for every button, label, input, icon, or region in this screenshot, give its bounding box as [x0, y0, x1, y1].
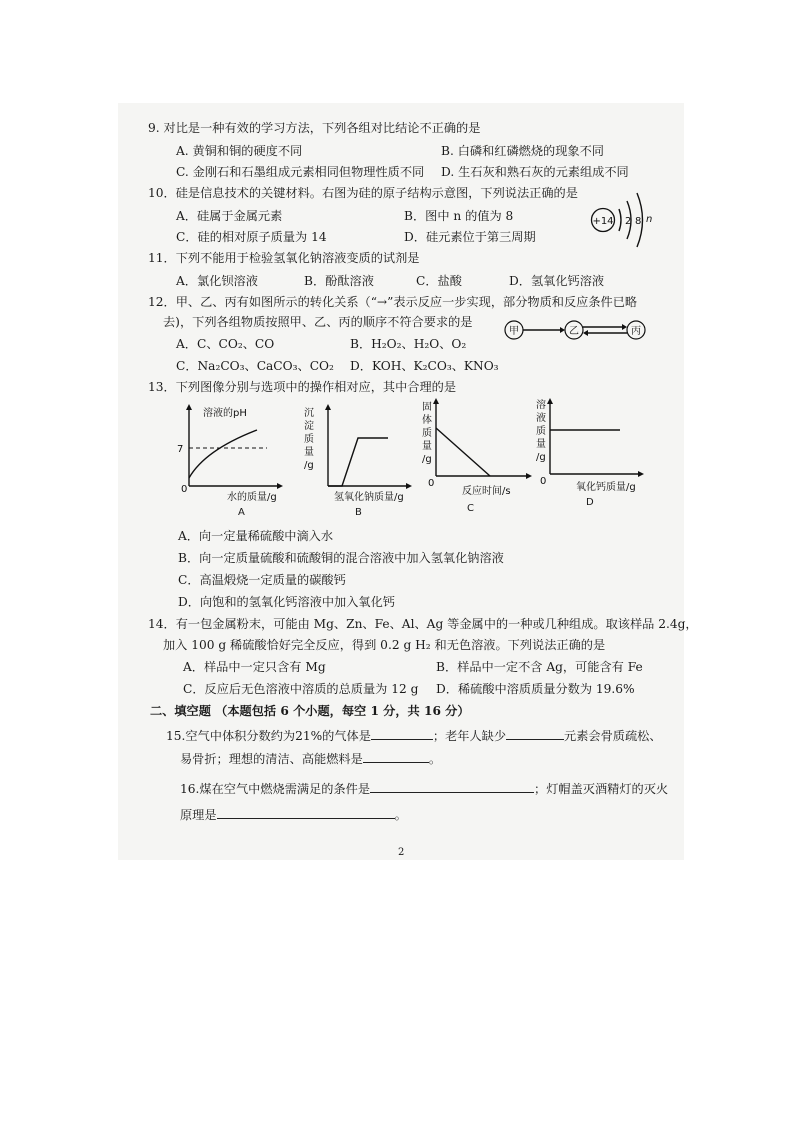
- graph-c-origin: 0: [428, 478, 435, 489]
- graph-d-ylabel-2: 液: [536, 413, 546, 424]
- q13-option-d: D．向饱和的氢氧化钙溶液中加入氧化钙: [178, 595, 395, 609]
- graph-d: [532, 396, 650, 502]
- graph-d-origin: 0: [540, 476, 547, 487]
- q15-line1: [166, 727, 662, 744]
- graph-a-xlabel: 水的质量/g: [227, 492, 277, 503]
- q16-blank-2[interactable]: [217, 806, 395, 819]
- graph-d-ylabel-3: 质: [536, 426, 546, 437]
- q9-option-a: A. 黄铜和铜的硬度不同: [176, 144, 303, 158]
- graph-c-ylabel-4: 量: [422, 441, 432, 452]
- section-2-title: 二、填空题 （本题包括 6 个小题，每空 1 分，共 16 分）: [150, 704, 470, 718]
- graph-b-ylabel-4: 量: [304, 447, 314, 458]
- graph-c-ylabel-1: 固: [422, 402, 432, 413]
- q10-option-c: C．硅的相对原子质量为 14: [176, 230, 327, 244]
- graph-a: [175, 402, 290, 508]
- q15-blank-1[interactable]: [371, 727, 433, 740]
- graph-a-origin: 0: [181, 484, 188, 495]
- q12-option-c: C．Na₂CO₃、CaCO₃、CO₂: [176, 359, 334, 373]
- q16-line2: [180, 806, 407, 823]
- q14-option-a: A．样品中一定只含有 Mg: [183, 660, 326, 674]
- q15-text-3: 元素会骨质疏松、: [564, 729, 662, 743]
- graph-d-ylabel-4: 量: [536, 439, 546, 450]
- graph-c-ylabel-3: 质: [422, 428, 432, 439]
- graph-c-y-arrow: [433, 398, 439, 404]
- graph-b-x-arrow: [406, 483, 412, 489]
- graph-a-x-arrow: [277, 483, 283, 489]
- q9-option-b: B. 白磷和红磷燃烧的现象不同: [441, 144, 604, 158]
- q10-stem: 10．硅是信息技术的关键材料。右图为硅的原子结构示意图，下列说法正确的是: [148, 186, 578, 200]
- arrow-yi-bing-head: [622, 324, 627, 330]
- q13-option-a: A．向一定量稀硫酸中滴入水: [178, 529, 334, 543]
- q11-option-b: B．酚酞溶液: [304, 274, 374, 288]
- q12-option-a: A．C、CO₂、CO: [176, 337, 275, 351]
- graph-b-y-arrow: [325, 404, 331, 410]
- graph-d-y-arrow: [547, 398, 553, 404]
- graph-b-ylabel-1: 沉: [304, 408, 314, 419]
- graph-c-xlabel: 反应时间/s: [462, 486, 511, 497]
- q13-option-c: C．高温煅烧一定质量的碳酸钙: [178, 573, 346, 587]
- q12-option-d: D．KOH、K₂CO₃、KNO₃: [350, 359, 499, 373]
- page-number: 2: [398, 847, 405, 858]
- graph-c-curve: [436, 428, 490, 476]
- q11-option-d: D．氢氧化钙溶液: [509, 274, 605, 288]
- graph-d-caption: D: [586, 497, 594, 508]
- graph-b-ylabel-2: 淀: [304, 421, 314, 432]
- q15-blank-2[interactable]: [506, 727, 564, 740]
- q15-text-5: 。: [428, 752, 441, 766]
- graph-c-ylabel-5: /g: [422, 454, 432, 465]
- q14-stem-line2: 加入 100 g 稀硫酸恰好完全反应，得到 0.2 g H₂ 和无色溶液。下列说法正确的是: [163, 638, 606, 652]
- q15-text-4: 易骨折；理想的清洁、高能燃料是: [180, 752, 363, 766]
- conversion-diagram: [502, 318, 652, 342]
- q16-blank-1[interactable]: [370, 780, 534, 793]
- shell-arc-1: [619, 209, 621, 231]
- graph-a-ylabel: 溶液的pH: [203, 408, 247, 419]
- shell-3-electrons: n: [646, 214, 653, 225]
- graph-c: [418, 396, 538, 506]
- nucleus-charge: +14: [592, 216, 614, 227]
- arrow-bing-yi-head: [583, 330, 588, 336]
- q10-option-d: D．硅元素位于第三周期: [404, 230, 536, 244]
- q15-text-2: ；老年人缺少: [432, 729, 507, 743]
- shell-2-electrons: 8: [635, 216, 642, 227]
- graph-a-curve: [189, 430, 257, 478]
- node-bing-label: 丙: [631, 326, 641, 337]
- q16-line1: [180, 780, 668, 797]
- graph-c-ylabel-2: 体: [422, 415, 432, 426]
- q14-option-d: D．稀硫酸中溶质质量分数为 19.6%: [436, 682, 635, 696]
- node-jia-label: 甲: [509, 326, 519, 337]
- graph-c-caption: C: [467, 503, 474, 514]
- graph-b-ylabel-5: /g: [304, 460, 314, 471]
- graph-b-xlabel: 氢氧化钠质量/g: [334, 492, 404, 503]
- q14-option-c: C．反应后无色溶液中溶质的总质量为 12 g: [183, 682, 419, 696]
- q9-option-d: D. 生石灰和熟石灰的元素组成不同: [441, 165, 629, 179]
- q9-stem: 9. 对比是一种有效的学习方法，下列各组对比结论不正确的是: [148, 121, 481, 135]
- graph-d-ylabel-1: 溶: [536, 400, 546, 411]
- graph-b-caption: B: [355, 507, 362, 518]
- graph-d-ylabel-5: /g: [536, 452, 546, 463]
- q15-text-1: 15.空气中体积分数约为21%的气体是: [166, 729, 371, 743]
- graph-b-curve: [328, 438, 388, 486]
- q16-text-1: 16.煤在空气中燃烧需满足的条件是: [180, 782, 371, 796]
- graph-d-xlabel: 氧化钙质量/g: [576, 482, 636, 493]
- q15-line2: [180, 750, 441, 767]
- q13-stem: 13．下列图像分别与选项中的操作相对应，其中合理的是: [148, 380, 457, 394]
- q16-text-3: 原理是: [180, 808, 217, 822]
- q11-option-c: C．盐酸: [416, 274, 462, 288]
- q12-stem-line1: 12．甲、乙、丙有如图所示的转化关系（“→”表示反应一步实现，部分物质和反应条件已略: [148, 295, 638, 309]
- graph-b-ylabel-3: 质: [304, 434, 314, 445]
- q10-option-a: A．硅属于金属元素: [176, 209, 283, 223]
- q11-option-a: A．氯化钡溶液: [176, 274, 258, 288]
- q11-stem: 11．下列不能用于检验氢氧化钠溶液变质的试剂是: [148, 251, 420, 265]
- shell-1-electrons: 2: [625, 216, 632, 227]
- q13-option-b: B．向一定质量硫酸和硫酸铜的混合溶液中加入氢氧化钠溶液: [178, 551, 504, 565]
- q16-text-4: 。: [394, 808, 407, 822]
- node-yi-label: 乙: [569, 326, 579, 337]
- q14-option-b: B．样品中一定不含 Ag，可能含有 Fe: [436, 660, 643, 674]
- q14-stem-line1: 14．有一包金属粉末，可能由 Mg、Zn、Fe、Al、Ag 等金属中的一种或几种组成。取该样品 2.4g，: [148, 617, 698, 631]
- graph-a-y-arrow: [186, 404, 192, 410]
- q10-option-b: B．图中 n 的值为 8: [404, 209, 514, 223]
- graph-d-x-arrow: [638, 471, 644, 477]
- silicon-atom-diagram: [585, 180, 665, 248]
- q12-stem-line2: 去)，下列各组物质按照甲、乙、丙的顺序不符合要求的是: [163, 315, 473, 329]
- q9-option-c: C. 金刚石和石墨组成元素相同但物理性质不同: [176, 165, 425, 179]
- q16-text-2: ；灯帽盖灭酒精灯的灭火: [534, 782, 669, 796]
- q12-option-b: B．H₂O₂、H₂O、O₂: [350, 337, 467, 351]
- graph-a-tick-7: 7: [177, 444, 184, 455]
- arrow-jia-yi-head: [560, 327, 565, 333]
- q15-blank-3[interactable]: [363, 750, 429, 763]
- graph-a-caption: A: [238, 507, 245, 518]
- graph-b: [300, 402, 415, 508]
